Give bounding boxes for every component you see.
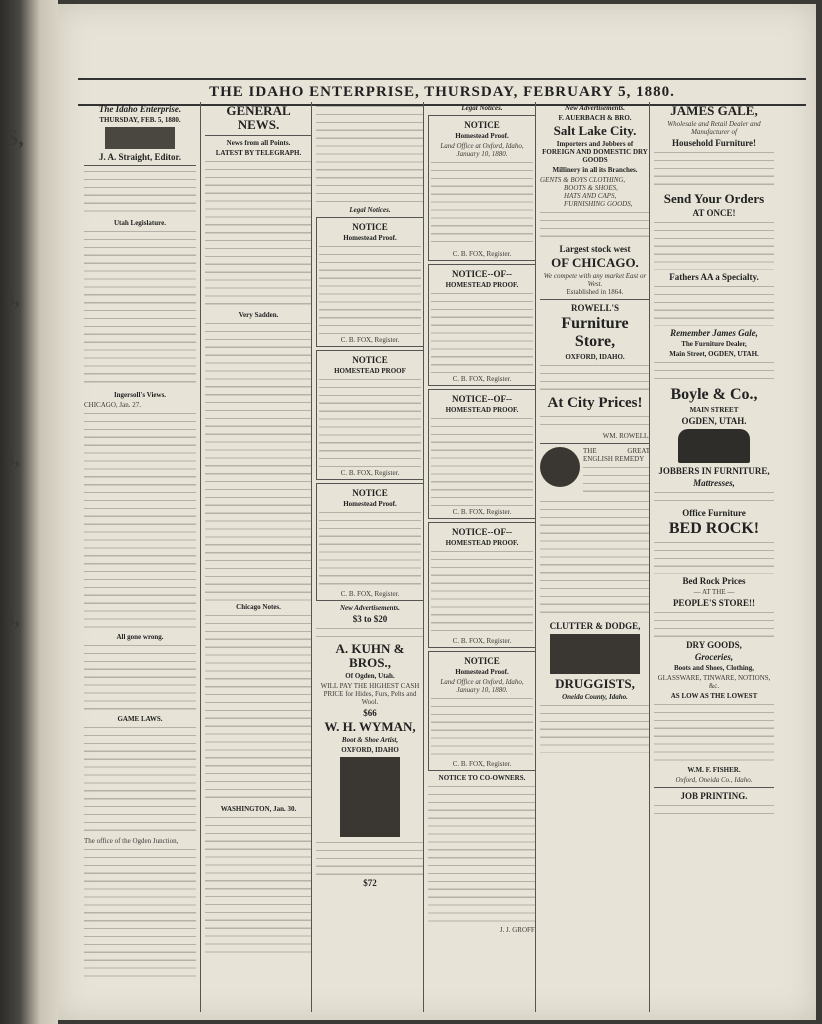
wyman-location: OXFORD, IDAHO xyxy=(341,746,399,754)
rowell-signature: WM. ROWELL, xyxy=(602,432,650,440)
glassware: GLASSWARE, TINWARE, NOTIONS, &c. xyxy=(657,674,771,690)
divider xyxy=(205,135,312,136)
legal-notices-heading: Legal Notices. xyxy=(461,104,503,112)
established-line: Established in 1864. xyxy=(566,288,624,296)
snippet: The office of the Ogden Junction, xyxy=(84,837,179,845)
notice-box xyxy=(428,264,536,386)
office-furniture: Office Furniture xyxy=(682,508,746,518)
notice-of-heading: NOTICE--OF-- xyxy=(452,269,512,279)
snippet: CHICAGO, Jan. 27. xyxy=(84,401,141,409)
text-block xyxy=(316,104,424,204)
homestead-heading: Homestead Proof. xyxy=(455,132,509,140)
gents-line: GENTS & BOYS CLOTHING, xyxy=(540,176,626,184)
millinery-line: Millinery in all its Branches. xyxy=(552,166,638,174)
notice-heading: NOTICE xyxy=(464,656,500,666)
largest-stock: Largest stock west xyxy=(559,244,631,254)
divider xyxy=(654,787,774,788)
newspaper-page xyxy=(58,4,816,1020)
notice-box xyxy=(428,389,536,519)
at-once: AT ONCE! xyxy=(692,208,736,218)
boyle-title: Boyle & Co., xyxy=(670,386,758,403)
text-block xyxy=(319,377,421,467)
text-block xyxy=(205,613,312,803)
edge-letter: s, xyxy=(6,285,21,310)
text-block xyxy=(431,696,533,758)
text-block xyxy=(84,643,196,713)
peoples-store: PEOPLE'S STORE!! xyxy=(672,598,756,608)
dry-goods: DRY GOODS, xyxy=(686,640,742,650)
section-heading: WASHINGTON, Jan. 30. xyxy=(220,805,297,813)
text-block xyxy=(654,540,774,574)
boots-shoes: Boots and Shoes, Clothing, xyxy=(674,664,754,672)
remedy-ad xyxy=(540,447,650,497)
text-block xyxy=(540,499,650,619)
remedy-text xyxy=(583,447,650,497)
land-office-line: Land Office at Oxford, Idaho, xyxy=(440,142,524,150)
general-news-title: GENERAL NEWS. xyxy=(226,103,291,132)
text-block xyxy=(205,815,312,955)
register-signature: C. B. FOX, Register. xyxy=(452,508,512,516)
text-block xyxy=(431,549,533,635)
column-4 xyxy=(423,102,536,1012)
register-signature: C. B. FOX, Register. xyxy=(340,469,400,477)
text-block xyxy=(654,803,774,821)
paper-name: The Idaho Enterprise. xyxy=(98,104,182,114)
bed-rock: BED ROCK! xyxy=(668,520,760,537)
new-ads-heading: New Advertisements. xyxy=(339,604,400,612)
section-heading: Ingersoll's Views. xyxy=(113,391,167,399)
text-block xyxy=(316,840,424,876)
notice-of-heading: NOTICE--OF-- xyxy=(452,527,512,537)
column-3 xyxy=(311,102,424,1012)
salt-lake-title: Salt Lake City. xyxy=(553,123,637,138)
homestead-heading: Homestead Proof. xyxy=(455,668,509,676)
at-the: — AT THE — xyxy=(693,588,735,596)
text-block xyxy=(319,510,421,588)
text-block xyxy=(654,150,774,190)
date-line: January 10, 1880. xyxy=(456,150,508,158)
new-ads-heading: New Advertisements. xyxy=(564,104,625,112)
text-block xyxy=(84,725,196,835)
masthead: THE IDAHO ENTERPRISE, THURSDAY, FEBRUARY 5, 1880. xyxy=(78,78,806,106)
text-block xyxy=(654,610,774,638)
jobbers-furniture: JOBBERS IN FURNITURE, xyxy=(658,466,770,476)
druggists-title: DRUGGISTS, xyxy=(555,676,635,691)
column-1 xyxy=(84,102,196,1012)
main-street: Main Street, OGDEN, UTAH. xyxy=(669,350,759,358)
homestead-proof-heading: HOMESTEAD PROOF. xyxy=(445,406,519,414)
mattresses: Mattresses, xyxy=(693,478,735,488)
job-printing: JOB PRINTING. xyxy=(680,791,748,801)
storefront-illustration xyxy=(550,634,640,674)
text-block xyxy=(84,411,196,631)
register-signature: C. B. FOX, Register. xyxy=(340,590,400,598)
city-prices: At City Prices! xyxy=(547,395,643,411)
fathers-specialty: Fathers AA a Specialty. xyxy=(669,272,759,282)
text-block xyxy=(431,160,533,248)
register-signature: C. B. FOX, Register. xyxy=(452,637,512,645)
household-furniture: Household Furniture! xyxy=(671,138,757,148)
register-signature: C. B. FOX, Register. xyxy=(452,375,512,383)
news-subtitle: News from all Points. xyxy=(226,139,291,147)
text-block xyxy=(654,490,774,506)
seventy-two-ad: $72 xyxy=(363,878,377,888)
date-line: THURSDAY, FEB. 5, 1880. xyxy=(99,116,181,124)
notice-heading: NOTICE xyxy=(352,355,388,365)
price-ad: $3 to $20 xyxy=(352,614,388,624)
furnishing-line: FURNISHING GOODS, xyxy=(564,200,633,208)
gale-title: JAMES GALE, xyxy=(670,103,758,118)
kuhn-location: Of Ogden, Utah. xyxy=(345,672,395,680)
text-block xyxy=(540,703,650,753)
telegraph-heading: LATEST BY TELEGRAPH. xyxy=(215,149,302,157)
wyman-ad-title: W. H. WYMAN, xyxy=(324,719,416,734)
text-block xyxy=(84,847,196,977)
eagle-emblem-image xyxy=(105,127,175,149)
section-heading: Very Sadden. xyxy=(238,311,279,319)
text-block xyxy=(316,626,424,640)
notice-box xyxy=(428,522,536,648)
homestead-heading: HOMESTEAD PROOF xyxy=(334,367,406,375)
groceries: Groceries, xyxy=(694,652,734,662)
divider xyxy=(540,443,650,444)
notice-box xyxy=(316,483,424,601)
text-block xyxy=(540,363,650,393)
text-block xyxy=(428,784,536,924)
homestead-proof-heading: HOMESTEAD PROOF. xyxy=(445,539,519,547)
homestead-proof-heading: HOMESTEAD PROOF. xyxy=(445,281,519,289)
text-block xyxy=(84,169,196,217)
boot-illustration xyxy=(340,757,400,837)
oneida-line: Oneida County, Idaho. xyxy=(562,693,628,701)
notice-to-coowners-heading: NOTICE TO CO-OWNERS. xyxy=(438,774,526,782)
text-block xyxy=(540,210,650,242)
left-page-edge xyxy=(0,0,58,1024)
section-heading: Utah Legislature. xyxy=(114,219,166,227)
fisher-name: W.M. F. FISHER. xyxy=(687,766,741,774)
wyman-subtitle: Boot & Shoe Artist, xyxy=(341,736,399,744)
notice-of-heading: NOTICE--OF-- xyxy=(452,394,512,404)
text-block xyxy=(319,244,421,334)
homestead-heading: Homestead Proof. xyxy=(343,234,397,242)
importers-line: Importers and Jobbers of FOREIGN AND DOMESTIC DRY GOODS xyxy=(542,140,648,164)
section-heading: Chicago Notes. xyxy=(236,603,281,611)
notice-box xyxy=(428,651,536,771)
notice-box xyxy=(316,350,424,480)
boots-line: BOOTS & SHOES, xyxy=(564,184,618,192)
edge-letter: s, xyxy=(6,445,21,470)
divider xyxy=(540,299,650,300)
snippet: All gone wrong. xyxy=(116,633,164,641)
editor-line: J. A. Straight, Editor. xyxy=(99,152,181,162)
send-orders: Send Your Orders xyxy=(663,191,765,206)
remedy-heading: THE GREAT ENGLISH REMEDY xyxy=(583,447,650,463)
remedy-seal-image xyxy=(540,447,580,487)
text-block xyxy=(654,284,774,326)
gale-subtitle: Wholesale and Retail Dealer and Manufacturer of xyxy=(667,120,761,136)
of-chicago: OF CHICAGO. xyxy=(551,255,639,270)
text-block xyxy=(431,416,533,506)
clutter-dodge-title: CLUTTER & DODGE, xyxy=(549,621,641,631)
rowell-location: OXFORD, IDAHO. xyxy=(565,353,625,361)
boyle-city: OGDEN, UTAH. xyxy=(681,416,747,426)
text-block xyxy=(205,321,312,601)
rowell-title: ROWELL'S xyxy=(570,303,619,313)
notice-heading: NOTICE xyxy=(352,222,388,232)
fisher-location: Oxford, Oneida Co., Idaho. xyxy=(675,776,753,784)
column-2 xyxy=(200,102,312,1012)
kuhn-text: WILL PAY THE HIGHEST CASH PRICE for Hides, Furs, Pelts and Wool. xyxy=(320,682,420,706)
text-block xyxy=(583,465,650,495)
sixty-six-ad: $66 xyxy=(363,708,377,718)
compete-line: We compete with any market East or West. xyxy=(543,272,647,288)
notice-heading: NOTICE xyxy=(352,488,388,498)
edge-letter: s, xyxy=(6,605,21,630)
edge-letter: S, xyxy=(6,125,24,150)
text-block xyxy=(654,360,774,384)
columns xyxy=(84,102,808,1012)
text-block xyxy=(431,291,533,373)
register-signature: C. B. FOX, Register. xyxy=(452,250,512,258)
remember-gale: Remember James Gale, xyxy=(670,328,758,338)
notice-heading: NOTICE xyxy=(464,120,500,130)
low-as-lowest: AS LOW AS THE LOWEST xyxy=(670,692,758,700)
land-office-line: Land Office at Oxford, Idaho, xyxy=(440,678,524,686)
furniture-dealer: The Furniture Dealer, xyxy=(681,340,747,348)
boyle-street: MAIN STREET xyxy=(689,406,739,414)
sofa-illustration xyxy=(678,429,750,463)
section-heading: GAME LAWS. xyxy=(117,715,163,723)
homestead-heading: Homestead Proof. xyxy=(343,500,397,508)
text-block xyxy=(540,414,650,430)
bed-rock-prices: Bed Rock Prices xyxy=(682,576,746,586)
furniture-store-title: Furniture Store, xyxy=(561,315,629,350)
kuhn-ad-title: A. KUHN & BROS., xyxy=(335,641,405,670)
text-block xyxy=(654,702,774,764)
register-signature: C. B. FOX, Register. xyxy=(340,336,400,344)
column-6 xyxy=(649,102,774,1012)
notice-box xyxy=(428,115,536,261)
text-block xyxy=(205,159,312,309)
text-block xyxy=(654,220,774,270)
divider xyxy=(84,165,196,166)
groff-signature: J. J. GROFF. xyxy=(499,926,536,934)
auerbach-title: F. AUERBACH & BRO. xyxy=(558,114,632,122)
column-5 xyxy=(535,102,650,1012)
notice-box xyxy=(316,217,424,347)
hats-line: HATS AND CAPS, xyxy=(564,192,617,200)
text-block xyxy=(84,229,196,389)
legal-notices-heading: Legal Notices. xyxy=(349,206,391,214)
date-line: January 10, 1880. xyxy=(456,686,508,694)
register-signature: C. B. FOX, Register. xyxy=(452,760,512,768)
